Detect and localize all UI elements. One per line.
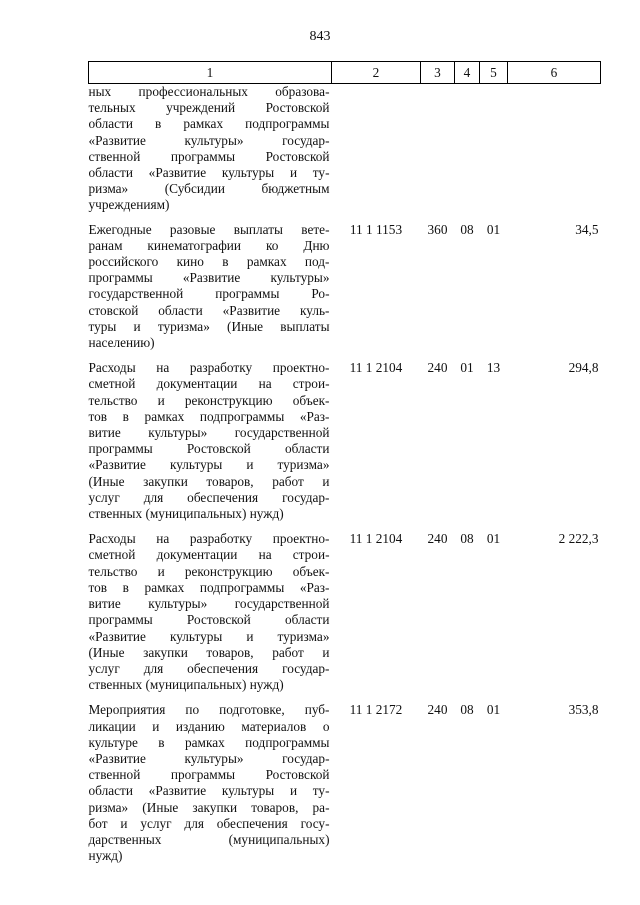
description-line: (Иные закупки товаров, работ и: [88, 644, 330, 660]
description-line: тельных учреждений Ростовской: [88, 100, 330, 116]
row-expense-type: 360: [427, 221, 448, 237]
description-line: услуг для обеспечения государ-: [88, 489, 330, 505]
description-line: ликации и изданию материалов о: [88, 718, 330, 734]
page-number: 843: [309, 29, 331, 44]
header-cell-2: 2: [332, 62, 421, 84]
row-subsection: 01: [486, 702, 501, 718]
row-description: [89, 84, 332, 222]
row-description: [89, 531, 332, 702]
description-line: ранам кинематографии ко Дню: [88, 237, 330, 253]
description-line: ственных (муниципальных) нужд): [88, 677, 284, 693]
description-line: области в рамках подпрограммы: [88, 116, 330, 132]
description-line: ственной программы Ростовской: [88, 148, 330, 164]
description-line: дарственных (муниципальных): [88, 831, 330, 847]
row-target-code: 11 1 2104: [349, 531, 403, 547]
description-line: «Развитие культуры и туризма»: [88, 457, 330, 473]
description-line: витие культуры» государственной: [88, 596, 330, 612]
description-line: (Иные закупки товаров, работ и: [88, 473, 330, 489]
header-cell-6: 6: [508, 62, 601, 84]
table-row: [89, 84, 601, 222]
table-row: [89, 222, 601, 361]
header-cell-1: 1: [89, 62, 332, 84]
description-line: услуг для обеспечения государ-: [88, 660, 330, 676]
description-line: бот и услуг для обеспечения госу-: [88, 815, 330, 831]
row-target-code: 11 1 2104: [349, 360, 403, 376]
description-line: «Развитие культуры» государ-: [88, 750, 330, 766]
description-line: населению): [88, 335, 155, 351]
table-header: [89, 62, 601, 84]
description-line: Мероприятия по подготовке, пуб-: [88, 702, 330, 718]
description-line: тов в рамках подпрограммы «Раз-: [88, 408, 330, 424]
description-line: ризма» (Субсидии бюджетным: [88, 181, 330, 197]
row-expense-type: 240: [427, 531, 448, 547]
table-body: [89, 84, 601, 874]
row-subsection: 01: [486, 221, 501, 237]
budget-table: [88, 61, 601, 873]
header-cell-3: 3: [421, 62, 455, 84]
header-cell-5: 5: [480, 62, 508, 84]
row-section: 08: [460, 531, 474, 547]
row-expense-type: 240: [427, 702, 448, 718]
description-line: культуре в рамках подпрограммы: [88, 734, 330, 750]
header-cell-4: 4: [455, 62, 480, 84]
row-section: [455, 84, 480, 222]
table-row: [89, 702, 601, 873]
description-line: туры и туризма» (Иные выплаты: [88, 318, 330, 334]
description-line: тельство и реконструкцию объек-: [88, 392, 330, 408]
row-section: 01: [460, 360, 474, 376]
row-expense-type: 240: [427, 360, 448, 376]
row-description: [89, 360, 332, 531]
description-line: «Развитие культуры» государ-: [88, 132, 330, 148]
description-line: программы Ростовской области: [88, 441, 330, 457]
row-description: [89, 222, 332, 361]
description-line: витие культуры» государственной: [88, 425, 330, 441]
row-amount: 294,8: [568, 360, 599, 376]
row-target-code: [332, 84, 421, 222]
row-expense-type: [421, 84, 455, 222]
description-line: ственной программы Ростовской: [88, 767, 330, 783]
description-line: ственных (муниципальных) нужд): [88, 506, 284, 522]
row-target-code: 11 1 2172: [349, 702, 403, 718]
header-row: [89, 62, 601, 84]
description-line: тов в рамках подпрограммы «Раз-: [88, 579, 330, 595]
description-line: программы «Развитие культуры»: [88, 270, 330, 286]
description-line: государственной программы Ро-: [88, 286, 330, 302]
row-subsection: 13: [486, 360, 501, 376]
description-line: стовской области «Развитие куль-: [88, 302, 330, 318]
description-line: программы Ростовской области: [88, 612, 330, 628]
table-row: [89, 531, 601, 702]
description-line: тельство и реконструкцию объек-: [88, 563, 330, 579]
row-amount: 353,8: [568, 702, 599, 718]
description-line: области «Развитие культуры и ту-: [88, 783, 330, 799]
row-subsection: [480, 84, 508, 222]
description-line: сметной документации на строи-: [88, 547, 330, 563]
row-amount: 2 222,3: [558, 531, 599, 547]
row-amount: 34,5: [575, 221, 599, 237]
description-line: российского кино в рамках под-: [88, 254, 330, 270]
row-subsection: 01: [486, 531, 501, 547]
row-section: 08: [460, 702, 474, 718]
description-line: Расходы на разработку проектно-: [88, 360, 330, 376]
description-line: нужд): [88, 848, 123, 864]
description-line: ризма» (Иные закупки товаров, ра-: [88, 799, 330, 815]
row-section: 08: [460, 221, 474, 237]
row-amount: [508, 84, 601, 222]
description-line: Расходы на разработку проектно-: [88, 531, 330, 547]
table-row: [89, 360, 601, 531]
row-target-code: 11 1 1153: [349, 221, 403, 237]
description-line: «Развитие культуры и туризма»: [88, 628, 330, 644]
description-line: учреждениям): [88, 197, 170, 213]
description-line: области «Развитие культуры и ту-: [88, 165, 330, 181]
description-line: ных профессиональных образова-: [88, 84, 330, 99]
row-description: [89, 702, 332, 873]
description-line: Ежегодные разовые выплаты вете-: [88, 221, 330, 237]
description-line: сметной документации на строи-: [88, 376, 330, 392]
